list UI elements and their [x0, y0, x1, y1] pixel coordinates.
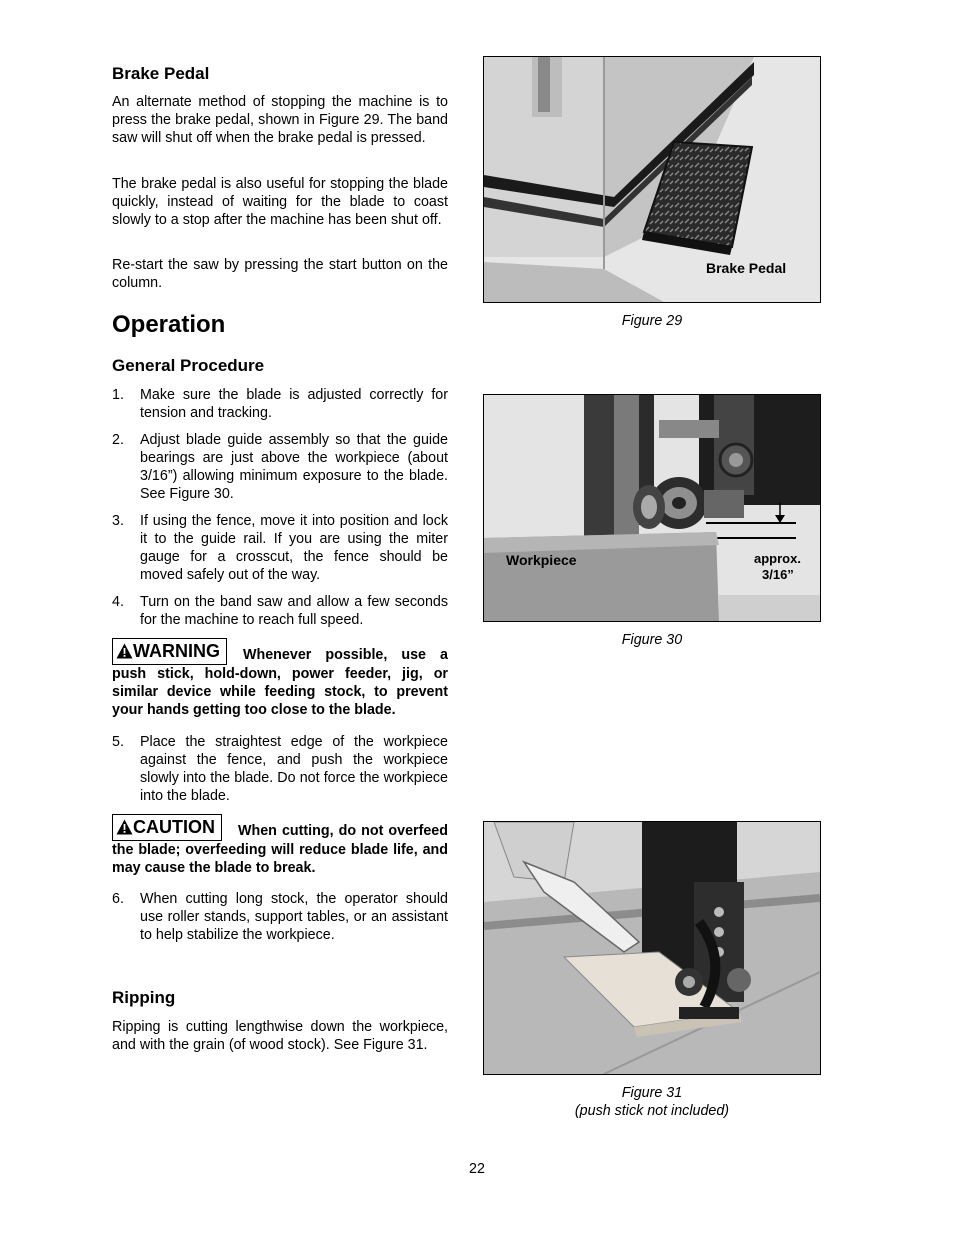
step-text: Place the straightest edge of the workpiece against the fence, and push the workpiece slowly into the blade. Do not force the workpiece into the blade. [140, 734, 448, 804]
figure-31-subcaption: (push stick not included) [574, 1103, 730, 1119]
fig29-label: Brake Pedal [706, 260, 787, 276]
caution-badge [112, 814, 222, 841]
operation-heading: Operation [112, 311, 226, 338]
figure-30-image [483, 394, 821, 622]
step-text: Adjust blade guide assembly so that the guide bearings are just above the workpiece (about 3/16”) allowing minimum exposure to the blade. See Figure 30. [140, 432, 448, 502]
caution-label: CAUTION [133, 817, 215, 837]
step-number: 1. [112, 387, 124, 403]
step-number: 6. [112, 891, 124, 907]
warning-label: WARNING [133, 641, 220, 661]
fig30-workpiece-label: Workpiece [506, 552, 577, 568]
step-number: 2. [112, 432, 124, 448]
step-1 [112, 386, 448, 422]
step-2 [112, 431, 448, 503]
caution-triangle-icon [116, 819, 133, 835]
figure-31-image [483, 821, 821, 1075]
warning-badge [112, 638, 227, 665]
figure-31-caption: Figure 31 [621, 1085, 683, 1101]
step-number: 4. [112, 594, 124, 610]
brake-paragraph-2: The brake pedal is also useful for stopping the blade quickly, instead of waiting for the blade to coast slowly to a stop after the machine has been shut off. [112, 176, 448, 228]
figure-29-image [483, 56, 821, 303]
brake-pedal-heading: Brake Pedal [112, 64, 210, 83]
figure-30-caption: Figure 30 [621, 632, 683, 648]
figure-29-caption: Figure 29 [621, 313, 683, 329]
step-text: Make sure the blade is adjusted correctly for tension and tracking. [140, 387, 448, 421]
fig30-measure-label: 3/16” [762, 567, 794, 582]
warning-triangle-icon [116, 643, 133, 659]
step-5 [112, 733, 448, 805]
general-procedure-heading: General Procedure [112, 356, 265, 375]
step-text: If using the fence, move it into position and lock it to the guide rail. If you are using the miter gauge for a crosscut, the fence should be moved safely out of the way. [140, 513, 448, 583]
brake-pedal-photo [484, 57, 820, 302]
ripping-heading: Ripping [112, 988, 176, 1007]
warning-notice [112, 638, 448, 719]
step-number: 3. [112, 513, 124, 529]
step-4 [112, 593, 448, 629]
ripping-paragraph: Ripping is cutting lengthwise down the workpiece, and with the grain (of wood stock). See Figure 31. [112, 1019, 448, 1053]
brake-paragraph-3: Re-start the saw by pressing the start button on the column. [112, 257, 448, 291]
caution-text: When cutting, do not overfeed the blade; overfeeding will reduce blade life, and may cause the blade to break. [112, 823, 448, 876]
warning-text: Whenever possible, use a push stick, hold-down, power feeder, jig, or similar device while feeding stock, to prevent your hands getting too close to the blade. [112, 647, 448, 718]
ripping-photo [484, 822, 820, 1074]
step-3 [112, 512, 448, 584]
step-text: When cutting long stock, the operator should use roller stands, support tables, or an assistant to help stabilize the workpiece. [140, 891, 448, 943]
fig30-approx-label: approx. [754, 551, 801, 566]
step-number: 5. [112, 734, 124, 750]
brake-paragraph-1: An alternate method of stopping the machine is to press the brake pedal, shown in Figure 29. The band saw will shut off when the brake pedal is pressed. [112, 94, 448, 146]
caution-notice [112, 814, 448, 877]
blade-guide-photo [484, 395, 820, 621]
step-6 [112, 890, 448, 944]
page-number: 22 [469, 1161, 485, 1177]
step-text: Turn on the band saw and allow a few seconds for the machine to reach full speed. [140, 594, 448, 628]
